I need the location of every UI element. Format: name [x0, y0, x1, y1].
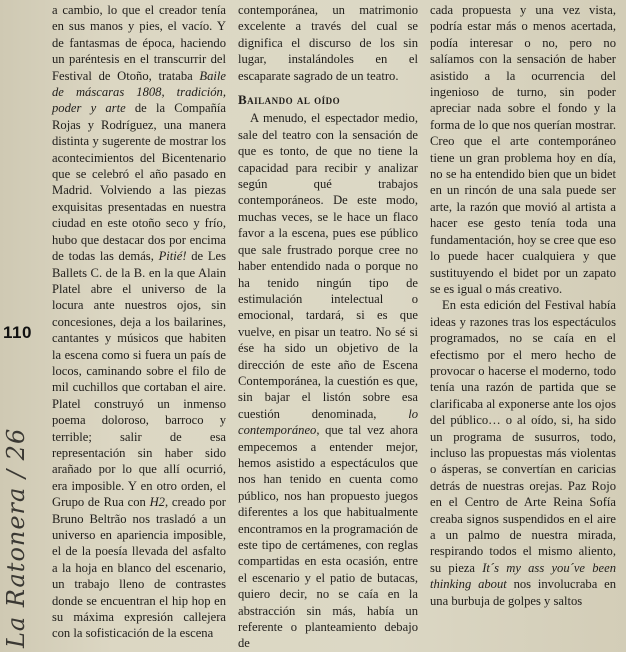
text-column-1 [52, 2, 226, 642]
running-title: La Ratonera / 26 [2, 427, 30, 648]
paragraph: A menudo, el espectador medio, sale del teatro con la sensación de que es tonto, de que no tiene la capacidad para recibir y analizar según qué trabajos contemporáneos. De este modo, muchas veces, se le hace un flaco favor a la escena, pues ese público que sale frustrado porque cree no haber entendido nada o porque no ha tenido ningún tipo de estimulación intelectual o emocional, tardará, si es que vuelve, en pisar un teatro. No sé si ése ha sido un objetivo de la dirección de este año de Escena Contemporánea, la cuestión es que, sin bajar el listón sobre esa cuestión denominada, lo contemporáneo, que tal vez ahora empecemos a entender mejor, hemos asistido a espectáculos que nos han tenido en cuenta como público, nos han propuesto juegos diferentes a los que habitualmente encontramos en la programación de este tipo de certámenes, con reglas compartidas en esta ocasión, entre el escenario y el patio de butacas, quiero decir, no se caía en la abstracción sin más, había un referente o planteamiento debajo de [238, 111, 418, 651]
section-heading: Bailando al oído [238, 92, 341, 108]
paragraph: a cambio, lo que el creador tenía en sus manos y pies, el vacío. Y de fantasmas de época, haciendo un paréntesis en el transcurrir del Festival de Otoño, trataba Baile de máscaras 1808, tradición, poder y arte de la Compañía Rojas y Rodríguez, una manera distinta y sugerente de mostrar los acontecimientos del Bicentenario que se celebró el año pasado en Madrid. Volviendo a las piezas exquisitas presentadas en nuestra ciudad en este otoño seco y frío, hubo que destacar dos por encima de todas las demás, Pitié! de Les Ballets C. de la B. en la que Alain Platel abre el universo de la locura ante nuestros ojos, sin concesiones, deja a los bailarines, cantantes y músicos que habiten la escena como si fuera un país de locos, caminando sobre el filo de mil cuchillos que cortaban el aire. Platel construyó un inmenso poema doloroso, barroco y terrible; salir de esa representación sin haber sido arañado por lo que allí ocurrió, era imposible. Y en otro orden, el Grupo de Rua con H2, creado por Bruno Beltrão nos trasladó a un universo en apariencia imposible, el de la poesía llevada del asfalto a la hoja en blanco del escenario, un trabajo lleno de contrastes donde se encuentran el hip hop en su máxima expresión callejera con la sofisticación de la escena [52, 3, 227, 641]
paragraph: cada propuesta y una vez vista, podría estar más o menos acertada, podía interesar o no, pero no salíamos con la sensación de haber asistido a la ocurrencia del ingenioso de turno, sin poder apreciar nada sobre el fondo y la forma de lo que nos querían mostrar. Creo que el arte contemporáneo tiene un gran problema hoy en día, no se ha entendido bien que un bidet en un rincón de una sala puede ser arte, la razón que movió al artista a hacer ese gesto tenía toda una fundamentación, hoy se cree que eso lo puede hacer cualquiera y que sustituyendo el bidet por un zapato se es igual o más creativo. [430, 3, 616, 296]
text-column-3 [430, 2, 616, 609]
page-number: 110 [3, 323, 32, 342]
paragraph: contemporánea, un matrimonio excelente a través del cual se dignifica el discurso de los sin lugar, instalándoles en el escaparate sagrado de un teatro. [238, 3, 418, 83]
paragraph: En esta edición del Festival había ideas y razones tras los espectáculos programados, no se caía en el efectismo por el mero hecho de provocar o hacerse el moderno, todo tenía una razón de partida que se clarificaba al exponerse ante los ojos del público… o al oído, si, ha sido un programa de susurros, todo, incluso las propuestas más violentas o ásperas, se convertían en caricias detrás de nuestras orejas. Paz Rojo en el Centro de Arte Reina Sofía creaba signos suspendidos en el aire a un palmo de nuestra mirada, respirando todos el mismo aliento, su pieza It´s my ass you´ve been thinking about nos involucraba en una burbuja de golpes y saltos [430, 298, 617, 608]
text-column-2 [238, 2, 418, 652]
